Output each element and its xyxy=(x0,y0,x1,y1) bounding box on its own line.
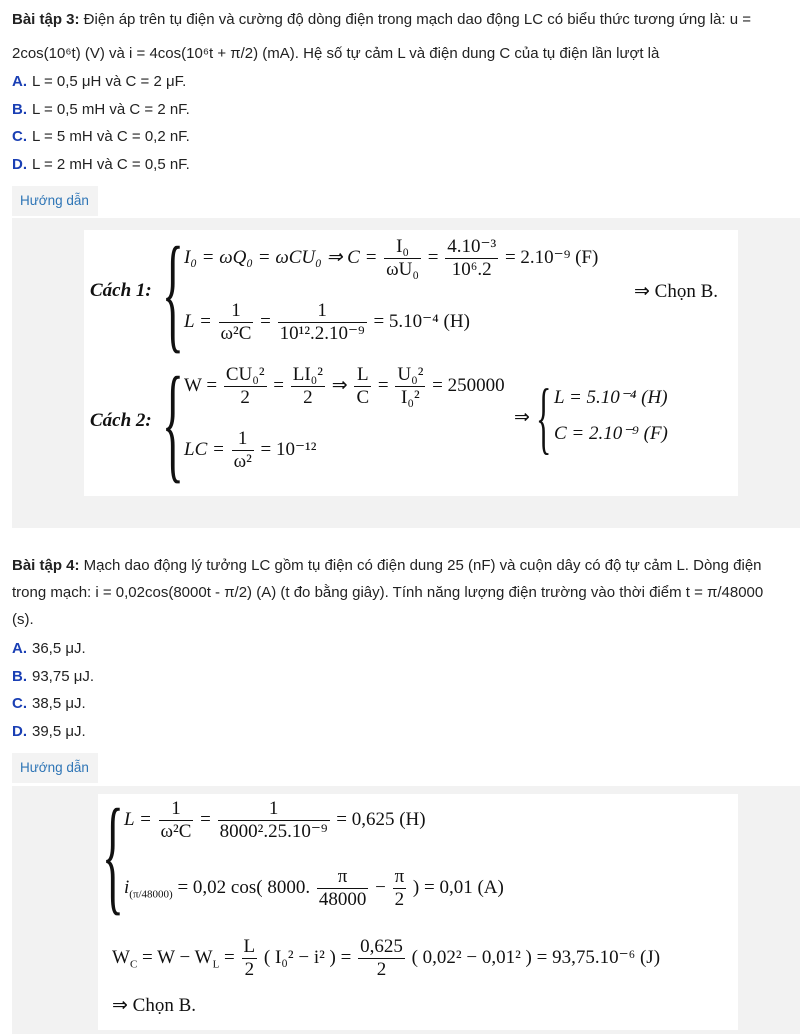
ex4-stem-line3: (s). xyxy=(12,611,34,628)
option-text: 93,75 μJ. xyxy=(32,668,95,685)
ex3-m2-line2: LC = $\frac{1}{\text{ω²}}$ = 10⁻¹² xyxy=(184,428,317,472)
option-letter: B. xyxy=(12,668,27,685)
ex3-m2-result-c: C = 2.10⁻⁹ (F) xyxy=(554,423,668,444)
ex4-line3: $W_C = W - W_L$ = $\frac{L}{2}$ ( I₀² − i² ) = $\frac{0,625}{2}$ ( 0,02² − 0,01² ) = 93,75.10⁻⁶ (J) xyxy=(112,936,661,980)
ex3-m2-result-l: L = 5.10⁻⁴ (H) xyxy=(554,387,668,408)
option-text: 39,5 μJ. xyxy=(32,723,86,740)
ex4-line2: $i_{(\pi/48000)} = 0,02$ cos( 8000. $\frac{\pi}{48000}$ − $\frac{\pi}{2}$ ) = 0,01 (A) xyxy=(124,866,504,910)
option-letter: A. xyxy=(12,73,27,90)
option-letter: D. xyxy=(12,723,27,740)
ex3-option-d[interactable] xyxy=(12,156,190,173)
ex4-result: ⇒ Chọn B. xyxy=(112,995,197,1016)
ex3-m1-result: ⇒ Chọn B. xyxy=(634,281,719,302)
ex3-method1-brace: { xyxy=(162,221,184,365)
ex4-option-a[interactable] xyxy=(12,640,86,657)
option-text: L = 2 mH và C = 0,5 nF. xyxy=(32,156,190,173)
ex4-stem-line2: trong mạch: i = 0,02cos(8000t - π/2) (A) (t đo bằng giây). Tính năng lượng điện trường vào thời điểm t = π/48000 xyxy=(12,584,764,601)
ex3-m1-line2: L = $\frac{1}{\text{ω²C}}$ = $\frac{1}{\text{10¹².2.10⁻⁹}}$ = 5.10⁻⁴ (H) xyxy=(184,300,470,344)
ex4-guide-label[interactable]: Hướng dẫn xyxy=(12,753,98,783)
option-letter: C. xyxy=(12,695,27,712)
option-text: L = 0,5 μH và C = 2 μF. xyxy=(32,73,187,90)
ex3-option-a[interactable] xyxy=(12,73,186,90)
ex3-m1-line1: I₀ = ωQ₀ = ωCU₀ ⇒ C = $\frac{\text{I₀}}{\text{ωU₀}}$ = $\frac{\text{4.10⁻³}}{\text{10⁶.2}}$ = 2.10⁻⁹ (F) xyxy=(184,236,599,280)
option-letter: B. xyxy=(12,101,27,118)
ex3-stem-line2: 2cos(10⁶t) (V) và i = 4cos(10⁶t + π/2) (mA). Hệ số tự cảm L và điện dung C của tụ điện lần lượt là xyxy=(12,45,660,62)
ex3-solution-panel xyxy=(12,218,800,528)
ex3-guide-label[interactable]: Hướng dẫn xyxy=(12,186,98,216)
ex4-option-d[interactable] xyxy=(12,723,86,740)
ex3-method2-brace: { xyxy=(162,351,184,495)
ex3-result-brace: { xyxy=(536,374,552,462)
ex3-stem xyxy=(12,6,792,34)
ex4-stem-line1: Mạch dao động lý tưởng LC gồm tụ điện có điện dung 25 (nF) và cuộn dây có độ tự cảm L. Dòng điện xyxy=(79,557,762,574)
ex4-stem xyxy=(12,552,792,580)
ex4-line1: L = $\frac{1}{\text{ω²C}}$ = $\frac{1}{\text{8000².25.10⁻⁹}}$ = 0,625 (H) xyxy=(124,798,426,842)
option-text: 36,5 μJ. xyxy=(32,640,86,657)
ex3-solution-math xyxy=(84,221,738,496)
ex4-solution-math xyxy=(98,783,738,1030)
ex3-m2-result-arrow: ⇒ xyxy=(514,407,530,428)
ex4-solution-panel xyxy=(12,783,800,1034)
ex3-option-b[interactable] xyxy=(12,101,190,118)
ex4-brace: { xyxy=(102,783,124,927)
ex3-option-c[interactable] xyxy=(12,128,190,145)
ex4-option-c[interactable] xyxy=(12,695,86,712)
ex4-option-b[interactable] xyxy=(12,668,94,685)
ex3-title: Bài tập 3: xyxy=(12,11,80,28)
ex3-method1-label: Cách 1: xyxy=(90,280,152,301)
option-text: 38,5 μJ. xyxy=(32,695,86,712)
ex3-m2-line1: W = $\frac{\text{CU₀²}}{2}$ = $\frac{\text{LI₀²}}{2}$ ⇒ $\frac{L}{C}$ = $\frac{\text{U₀²}}{\text{I₀²}}$ = 250000 xyxy=(184,364,505,408)
ex3-stem-line1: Điện áp trên tụ điện và cường độ dòng điện trong mạch dao động LC có biểu thức tương ứng là: u = xyxy=(79,11,752,28)
option-letter: C. xyxy=(12,128,27,145)
option-text: L = 0,5 mH và C = 2 nF. xyxy=(32,101,190,118)
option-letter: D. xyxy=(12,156,27,173)
ex4-title: Bài tập 4: xyxy=(12,557,80,574)
option-letter: A. xyxy=(12,640,27,657)
ex3-method2-label: Cách 2: xyxy=(90,410,152,431)
option-text: L = 5 mH và C = 0,2 nF. xyxy=(32,128,190,145)
